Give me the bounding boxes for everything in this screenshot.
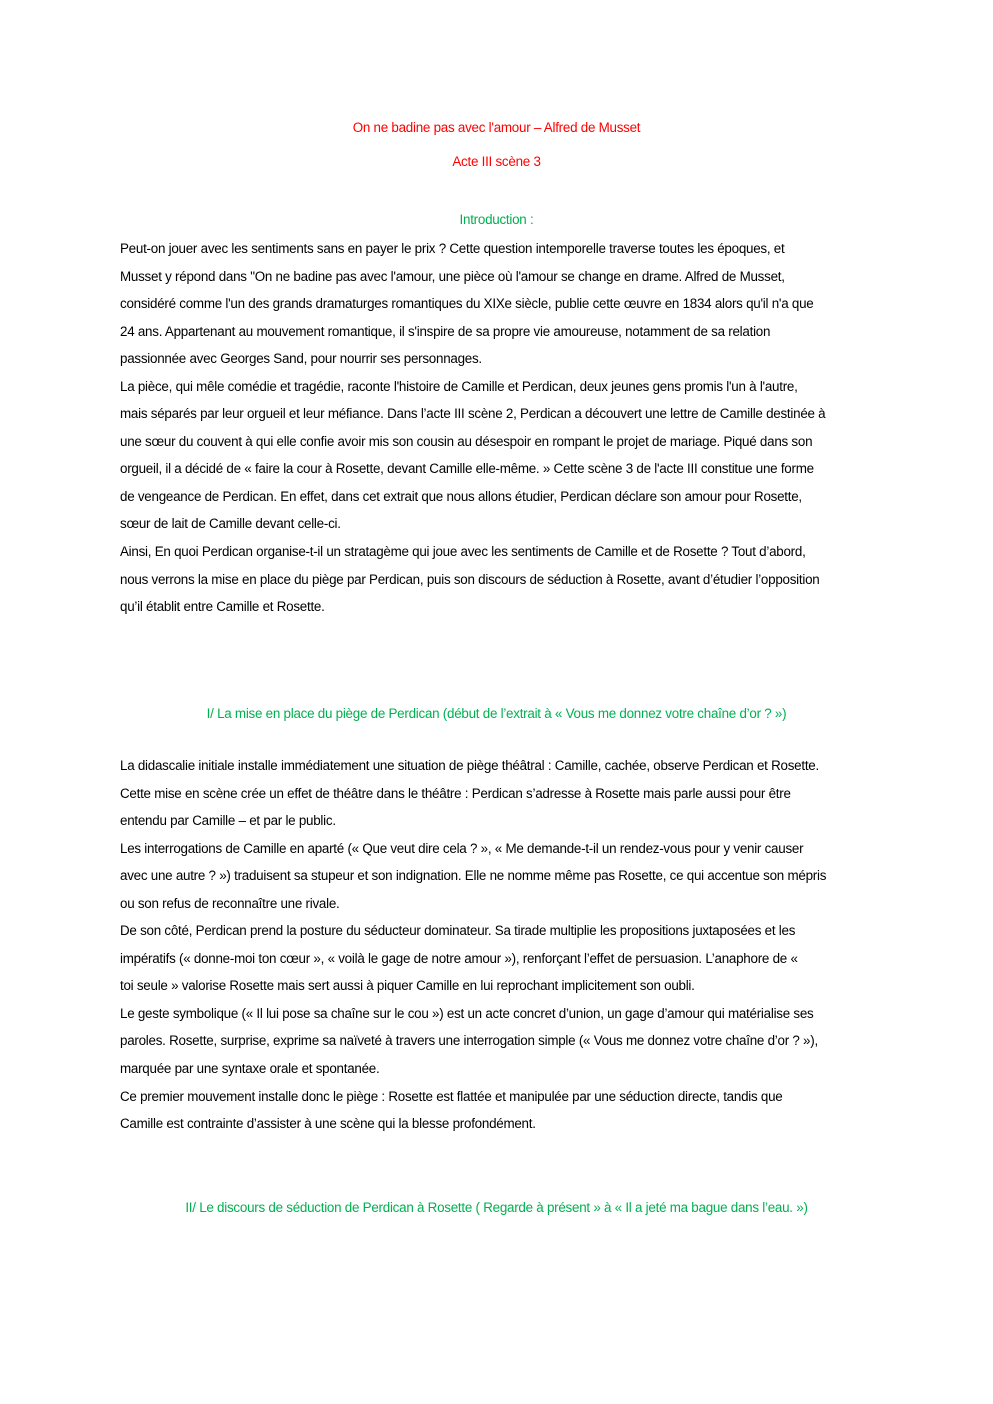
paragraph-line: passionnée avec Georges Sand, pour nourrir ses personnages. [120, 351, 482, 367]
document-subtitle: Acte III scène 3 [452, 154, 541, 169]
paragraph-line: Peut-on jouer avec les sentiments sans en payer le prix ? Cette question intemporelle traverse toutes les époques, et [120, 241, 785, 256]
paragraph-line: Ainsi, En quoi Perdican organise-t-il un stratagème qui joue avec les sentiments de Camille et de Rosette ? Tout d’abord, [120, 544, 806, 560]
paragraph-line: 24 ans. Appartenant au mouvement romantique, il s'inspire de sa propre vie amoureuse, notamment de sa relation [120, 323, 771, 339]
paragraph-line: Cette mise en scène crée un effet de théâtre dans le théâtre : Perdican s’adresse à Rosette mais parle aussi pour être [120, 785, 791, 801]
paragraph-line: une sœur du couvent à qui elle confie avoir mis son cousin au désespoir en rompant le projet de mariage. Piqué dans son [120, 433, 813, 449]
section-1-body [120, 752, 876, 1138]
paragraph-line: paroles. Rosette, surprise, exprime sa naïveté à travers une interrogation simple (« Vous me donnez votre chaîne d’or ? »), [120, 1033, 818, 1049]
paragraph-line: orgueil, il a décidé de « faire la cour à Rosette, devant Camille elle-même. » Cette scène 3 de l'acte III constitue une forme [120, 461, 814, 477]
paragraph-line: Musset y répond dans "On ne badine pas avec l'amour, une pièce où l'amour se change en drame. Alfred de Musset, [120, 268, 785, 284]
paragraph-line: avec une autre ? ») traduisent sa stupeur et son indignation. Elle ne nomme même pas Rosette, ce qui accentue son mépris [120, 868, 827, 884]
paragraph-line: nous verrons la mise en place du piège par Perdican, puis son discours de séduction à Rosette, avant d’étudier l’opposition [120, 571, 820, 587]
section-1-heading: I/ La mise en place du piège de Perdican (début de l’extrait à « Vous me donnez votre chaîne d’or ? ») [206, 706, 787, 721]
paragraph-line: Le geste symbolique (« Il lui pose sa chaîne sur le cou ») est un acte concret d’union, un gage d’amour qui matérialise ses [120, 1005, 814, 1021]
paragraph-line: Ce premier mouvement installe donc le piège : Rosette est flattée et manipulée par une séduction directe, tandis que [120, 1088, 783, 1104]
section-2-heading: II/ Le discours de séduction de Perdican à Rosette ( Regarde à présent » à « Il a jeté ma bague dans l’eau. ») [185, 1200, 808, 1215]
paragraph-line: ou son refus de reconnaître une rivale. [120, 895, 340, 911]
paragraph-line: sœur de lait de Camille devant celle-ci. [120, 516, 341, 532]
paragraph-line: de vengeance de Perdican. En effet, dans cet extrait que nous allons étudier, Perdican déclare son amour pour Rosette, [120, 488, 802, 504]
paragraph-line: entendu par Camille – et par le public. [120, 813, 336, 829]
document-title: On ne badine pas avec l'amour – Alfred de Musset [352, 120, 641, 135]
paragraph-line: De son côté, Perdican prend la posture du séducteur dominateur. Sa tirade multiplie les propositions juxtaposées et les [120, 923, 796, 939]
paragraph-line: marquée par une syntaxe orale et spontanée. [120, 1061, 380, 1077]
paragraph-line: mais séparés par leur orgueil et leur méfiance. Dans l’acte III scène 2, Perdican a découvert une lettre de Camille destinée à [120, 406, 826, 422]
paragraph-line: qu’il établit entre Camille et Rosette. [120, 599, 325, 615]
introduction-body [120, 235, 876, 621]
paragraph-line: Camille est contrainte d’assister à une scène qui la blesse profondément. [120, 1116, 536, 1132]
paragraph-line: Les interrogations de Camille en aparté (« Que veut dire cela ? », « Me demande-t-il un rendez-vous pour y venir causer [120, 840, 804, 856]
paragraph-line: La didascalie initiale installe immédiatement une situation de piège théâtral : Camille, cachée, observe Perdican et Rosette. [120, 758, 819, 773]
paragraph-line: toi seule » valorise Rosette mais sert aussi à piquer Camille en lui reprochant implicitement son oubli. [120, 978, 695, 994]
paragraph-line: impératifs (« donne-moi ton cœur », « voilà le gage de notre amour »), renforçant l’effet de persuasion. L’anaphore de « [120, 950, 798, 966]
paragraph-line: considéré comme l'un des grands dramaturges romantiques du XIXe siècle, publie cette œuvre en 1834 alors qu'il n'a que [120, 296, 814, 312]
paragraph-line: La pièce, qui mêle comédie et tragédie, raconte l'histoire de Camille et Perdican, deux jeunes gens promis l'un à l'autre, [120, 378, 798, 394]
introduction-heading: Introduction : [459, 212, 534, 227]
